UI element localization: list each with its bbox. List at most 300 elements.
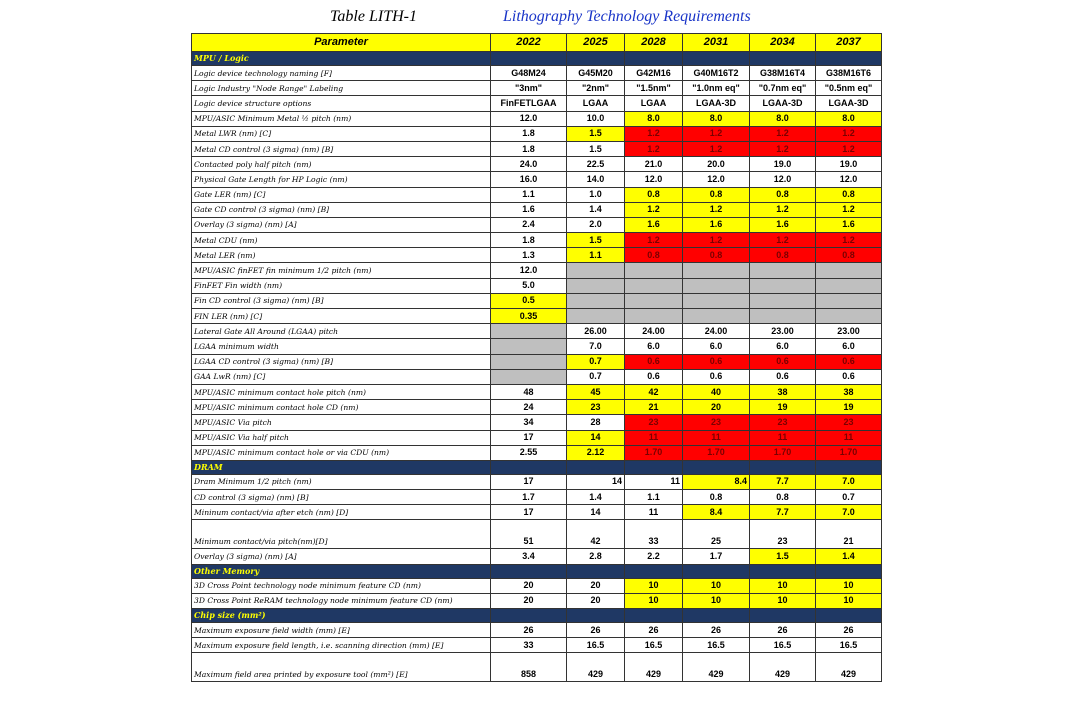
table-row bbox=[192, 578, 882, 593]
parameter-label: CD control (3 sigma) (nm) [B] bbox=[192, 490, 491, 505]
section-filler-cell bbox=[750, 609, 816, 623]
value-cell: 40 bbox=[683, 384, 750, 399]
value-cell: 1.70 bbox=[683, 445, 750, 460]
section-filler-cell bbox=[491, 609, 567, 623]
value-cell bbox=[491, 354, 567, 369]
value-cell: 23.00 bbox=[816, 324, 882, 339]
value-cell: 1.0 bbox=[567, 187, 625, 202]
parameter-label: Logic device technology naming [F] bbox=[192, 66, 491, 81]
value-cell: LGAA-3D bbox=[816, 96, 882, 111]
section-filler-cell bbox=[491, 52, 567, 66]
value-cell: 0.6 bbox=[683, 369, 750, 384]
value-cell bbox=[683, 309, 750, 324]
value-cell: "0.5nm eq" bbox=[816, 81, 882, 96]
value-cell: 0.8 bbox=[625, 248, 683, 263]
section-row bbox=[192, 609, 882, 623]
value-cell: 2.2 bbox=[625, 549, 683, 564]
value-cell: LGAA bbox=[625, 96, 683, 111]
value-cell: 23 bbox=[750, 415, 816, 430]
value-cell: 20 bbox=[683, 400, 750, 415]
value-cell bbox=[625, 278, 683, 293]
value-cell: 21 bbox=[625, 400, 683, 415]
value-cell: 1.1 bbox=[625, 490, 683, 505]
value-cell: 20 bbox=[567, 578, 625, 593]
value-cell: 1.7 bbox=[683, 549, 750, 564]
value-cell: 1.2 bbox=[816, 141, 882, 156]
value-cell: 0.8 bbox=[750, 490, 816, 505]
value-cell: G48M24 bbox=[491, 66, 567, 81]
value-cell: 19.0 bbox=[816, 157, 882, 172]
value-cell bbox=[625, 293, 683, 308]
value-cell: 1.2 bbox=[750, 141, 816, 156]
value-cell: 1.70 bbox=[816, 445, 882, 460]
value-cell: 0.6 bbox=[625, 354, 683, 369]
value-cell: 10 bbox=[625, 578, 683, 593]
header-row bbox=[192, 34, 882, 52]
value-cell: 17 bbox=[491, 474, 567, 489]
parameter-label: FIN LER (nm) [C] bbox=[192, 309, 491, 324]
value-cell bbox=[750, 278, 816, 293]
value-cell bbox=[683, 278, 750, 293]
parameter-label: MPU/ASIC minimum contact hole or via CDU (nm) bbox=[192, 445, 491, 460]
value-cell bbox=[816, 263, 882, 278]
value-cell: 22.5 bbox=[567, 157, 625, 172]
value-cell: 7.0 bbox=[816, 474, 882, 489]
table-row bbox=[192, 111, 882, 126]
value-cell: 1.1 bbox=[567, 248, 625, 263]
value-cell: 17 bbox=[491, 505, 567, 520]
value-cell: 25 bbox=[683, 520, 750, 549]
value-cell bbox=[491, 369, 567, 384]
header-year: 2037 bbox=[816, 34, 882, 52]
value-cell: 3.4 bbox=[491, 549, 567, 564]
value-cell: 2.0 bbox=[567, 217, 625, 232]
table-row bbox=[192, 278, 882, 293]
value-cell: 7.0 bbox=[567, 339, 625, 354]
value-cell: 858 bbox=[491, 653, 567, 682]
section-filler-cell bbox=[567, 52, 625, 66]
table-row bbox=[192, 490, 882, 505]
value-cell: "1.0nm eq" bbox=[683, 81, 750, 96]
table-row bbox=[192, 445, 882, 460]
value-cell: 429 bbox=[567, 653, 625, 682]
value-cell: 12.0 bbox=[683, 172, 750, 187]
table-row bbox=[192, 172, 882, 187]
value-cell: 0.8 bbox=[750, 187, 816, 202]
lithography-requirements-table bbox=[191, 33, 882, 682]
value-cell: 1.70 bbox=[750, 445, 816, 460]
parameter-label: Maximum exposure field length, i.e. scanning direction (mm) [E] bbox=[192, 638, 491, 653]
section-filler-cell bbox=[683, 609, 750, 623]
value-cell: 26 bbox=[491, 623, 567, 638]
value-cell: 7.0 bbox=[816, 505, 882, 520]
value-cell: 26.00 bbox=[567, 324, 625, 339]
section-filler-cell bbox=[683, 460, 750, 474]
value-cell: 1.2 bbox=[625, 126, 683, 141]
value-cell: 1.4 bbox=[816, 549, 882, 564]
parameter-label: Logic Industry "Node Range" Labeling bbox=[192, 81, 491, 96]
value-cell: 8.0 bbox=[625, 111, 683, 126]
value-cell: 12.0 bbox=[750, 172, 816, 187]
value-cell: 1.8 bbox=[491, 233, 567, 248]
value-cell: 1.2 bbox=[750, 233, 816, 248]
parameter-label: Metal LER (nm) bbox=[192, 248, 491, 263]
value-cell: 14 bbox=[567, 430, 625, 445]
value-cell: 10 bbox=[625, 593, 683, 608]
value-cell bbox=[750, 309, 816, 324]
value-cell: 0.8 bbox=[683, 248, 750, 263]
value-cell: 0.8 bbox=[683, 187, 750, 202]
section-filler-cell bbox=[750, 460, 816, 474]
value-cell: 14 bbox=[567, 505, 625, 520]
parameter-label: Mininum contact/via after etch (nm) [D] bbox=[192, 505, 491, 520]
section-filler-cell bbox=[567, 609, 625, 623]
table-row bbox=[192, 593, 882, 608]
value-cell: 1.6 bbox=[683, 217, 750, 232]
value-cell: 1.2 bbox=[750, 126, 816, 141]
table-row bbox=[192, 430, 882, 445]
value-cell: 0.8 bbox=[625, 187, 683, 202]
value-cell bbox=[750, 263, 816, 278]
value-cell: 8.4 bbox=[683, 474, 750, 489]
value-cell: "2nm" bbox=[567, 81, 625, 96]
value-cell: 1.2 bbox=[816, 233, 882, 248]
value-cell: 16.5 bbox=[567, 638, 625, 653]
table-row bbox=[192, 248, 882, 263]
value-cell: 0.6 bbox=[625, 369, 683, 384]
value-cell: 26 bbox=[683, 623, 750, 638]
value-cell: 1.2 bbox=[683, 202, 750, 217]
table-row bbox=[192, 638, 882, 653]
value-cell: 6.0 bbox=[750, 339, 816, 354]
table-row bbox=[192, 653, 882, 682]
table-row bbox=[192, 233, 882, 248]
value-cell: 26 bbox=[750, 623, 816, 638]
parameter-label: 3D Cross Point technology node minimum feature CD (nm) bbox=[192, 578, 491, 593]
parameter-label: MPU/ASIC Minimum Metal ½ pitch (nm) bbox=[192, 111, 491, 126]
table-row bbox=[192, 141, 882, 156]
section-filler-cell bbox=[625, 564, 683, 578]
value-cell: 17 bbox=[491, 430, 567, 445]
parameter-label: Minimum contact/via pitch(nm)[D] bbox=[192, 520, 491, 549]
value-cell: 0.35 bbox=[491, 309, 567, 324]
value-cell: 12.0 bbox=[816, 172, 882, 187]
section-row bbox=[192, 460, 882, 474]
value-cell: 23 bbox=[683, 415, 750, 430]
value-cell: G38M16T6 bbox=[816, 66, 882, 81]
value-cell: LGAA bbox=[567, 96, 625, 111]
section-filler-cell bbox=[816, 564, 882, 578]
value-cell: 16.0 bbox=[491, 172, 567, 187]
value-cell: 0.8 bbox=[816, 248, 882, 263]
value-cell: 19.0 bbox=[750, 157, 816, 172]
value-cell: 1.4 bbox=[567, 490, 625, 505]
parameter-label: Gate CD control (3 sigma) (nm) [B] bbox=[192, 202, 491, 217]
value-cell bbox=[816, 278, 882, 293]
value-cell: "3nm" bbox=[491, 81, 567, 96]
value-cell: 19 bbox=[816, 400, 882, 415]
value-cell: 1.2 bbox=[625, 233, 683, 248]
value-cell: 1.2 bbox=[683, 233, 750, 248]
value-cell: 429 bbox=[816, 653, 882, 682]
table-row bbox=[192, 217, 882, 232]
value-cell: 11 bbox=[683, 430, 750, 445]
parameter-label: GAA LwR (nm) [C] bbox=[192, 369, 491, 384]
section-filler-cell bbox=[491, 564, 567, 578]
value-cell: 24 bbox=[491, 400, 567, 415]
value-cell: 20.0 bbox=[683, 157, 750, 172]
value-cell: "0.7nm eq" bbox=[750, 81, 816, 96]
parameter-label: Metal CDU (nm) bbox=[192, 233, 491, 248]
value-cell: LGAA-3D bbox=[750, 96, 816, 111]
value-cell: 1.2 bbox=[750, 202, 816, 217]
value-cell bbox=[625, 263, 683, 278]
table-row bbox=[192, 66, 882, 81]
table-row bbox=[192, 415, 882, 430]
value-cell: 1.2 bbox=[625, 202, 683, 217]
parameter-label: Maximum exposure field width (mm) [E] bbox=[192, 623, 491, 638]
value-cell: 8.4 bbox=[683, 505, 750, 520]
table-row bbox=[192, 384, 882, 399]
parameter-label: Metal LWR (nm) [C] bbox=[192, 126, 491, 141]
value-cell: 11 bbox=[750, 430, 816, 445]
value-cell: 10 bbox=[683, 593, 750, 608]
section-filler-cell bbox=[491, 460, 567, 474]
value-cell: 7.7 bbox=[750, 474, 816, 489]
value-cell: 45 bbox=[567, 384, 625, 399]
parameter-label: Fin CD control (3 sigma) (nm) [B] bbox=[192, 293, 491, 308]
value-cell: 5.0 bbox=[491, 278, 567, 293]
value-cell: 11 bbox=[625, 505, 683, 520]
parameter-label: Metal CD control (3 sigma) (nm) [B] bbox=[192, 141, 491, 156]
value-cell: 16.5 bbox=[816, 638, 882, 653]
value-cell: 0.8 bbox=[683, 490, 750, 505]
table-row bbox=[192, 369, 882, 384]
value-cell: 51 bbox=[491, 520, 567, 549]
value-cell: 1.8 bbox=[491, 126, 567, 141]
table-row bbox=[192, 474, 882, 489]
parameter-label: MPU/ASIC finFET fin minimum 1/2 pitch (nm) bbox=[192, 263, 491, 278]
table-title-bar bbox=[0, 6, 1080, 30]
value-cell: 1.6 bbox=[816, 217, 882, 232]
value-cell: 16.5 bbox=[750, 638, 816, 653]
value-cell: 11 bbox=[816, 430, 882, 445]
parameter-label: LGAA minimum width bbox=[192, 339, 491, 354]
value-cell: 10 bbox=[750, 578, 816, 593]
value-cell: FinFETLGAA bbox=[491, 96, 567, 111]
parameter-label: Overlay (3 sigma) (nm) [A] bbox=[192, 549, 491, 564]
value-cell: 24.00 bbox=[683, 324, 750, 339]
value-cell: 429 bbox=[625, 653, 683, 682]
table-row bbox=[192, 263, 882, 278]
parameter-label: Gate LER (nm) [C] bbox=[192, 187, 491, 202]
table-row bbox=[192, 96, 882, 111]
value-cell bbox=[567, 278, 625, 293]
header-year: 2031 bbox=[683, 34, 750, 52]
value-cell: 0.6 bbox=[816, 369, 882, 384]
value-cell: 0.5 bbox=[491, 293, 567, 308]
value-cell: 42 bbox=[567, 520, 625, 549]
value-cell: 23 bbox=[567, 400, 625, 415]
value-cell bbox=[567, 263, 625, 278]
value-cell: 10 bbox=[816, 578, 882, 593]
value-cell: 23 bbox=[816, 415, 882, 430]
value-cell: 0.6 bbox=[683, 354, 750, 369]
parameter-label: MPU/ASIC minimum contact hole CD (nm) bbox=[192, 400, 491, 415]
section-row bbox=[192, 564, 882, 578]
value-cell: 1.5 bbox=[567, 126, 625, 141]
value-cell: 1.4 bbox=[567, 202, 625, 217]
section-label: Other Memory bbox=[192, 564, 491, 578]
value-cell: 0.6 bbox=[816, 354, 882, 369]
value-cell: 6.0 bbox=[625, 339, 683, 354]
value-cell: 2.12 bbox=[567, 445, 625, 460]
value-cell: 10 bbox=[816, 593, 882, 608]
value-cell: 28 bbox=[567, 415, 625, 430]
section-filler-cell bbox=[750, 52, 816, 66]
value-cell: 26 bbox=[567, 623, 625, 638]
header-year: 2034 bbox=[750, 34, 816, 52]
value-cell: 24.00 bbox=[625, 324, 683, 339]
parameter-label: Contacted poly half pitch (nm) bbox=[192, 157, 491, 172]
value-cell: 1.2 bbox=[625, 141, 683, 156]
value-cell: 1.2 bbox=[683, 141, 750, 156]
value-cell: 24.0 bbox=[491, 157, 567, 172]
section-filler-cell bbox=[816, 52, 882, 66]
value-cell: 1.5 bbox=[567, 141, 625, 156]
value-cell bbox=[491, 339, 567, 354]
value-cell: 1.1 bbox=[491, 187, 567, 202]
value-cell: 14 bbox=[567, 474, 625, 489]
value-cell: G38M16T4 bbox=[750, 66, 816, 81]
parameter-label: Dram Minimum 1/2 pitch (nm) bbox=[192, 474, 491, 489]
value-cell: 1.2 bbox=[816, 126, 882, 141]
value-cell: 12.0 bbox=[625, 172, 683, 187]
value-cell bbox=[816, 293, 882, 308]
table-row bbox=[192, 354, 882, 369]
parameter-label: Physical Gate Length for HP Logic (nm) bbox=[192, 172, 491, 187]
value-cell: 48 bbox=[491, 384, 567, 399]
value-cell: 0.7 bbox=[816, 490, 882, 505]
value-cell: 20 bbox=[567, 593, 625, 608]
value-cell: 10 bbox=[750, 593, 816, 608]
value-cell: 0.7 bbox=[567, 369, 625, 384]
value-cell: 6.0 bbox=[816, 339, 882, 354]
table-row bbox=[192, 339, 882, 354]
section-filler-cell bbox=[683, 564, 750, 578]
value-cell: 1.3 bbox=[491, 248, 567, 263]
table-body bbox=[192, 52, 882, 682]
value-cell: 42 bbox=[625, 384, 683, 399]
table-row bbox=[192, 187, 882, 202]
value-cell: 10.0 bbox=[567, 111, 625, 126]
value-cell: LGAA-3D bbox=[683, 96, 750, 111]
value-cell: 1.7 bbox=[491, 490, 567, 505]
table-name: Lithography Technology Requirements bbox=[503, 8, 751, 25]
value-cell: 19 bbox=[750, 400, 816, 415]
value-cell bbox=[567, 293, 625, 308]
value-cell bbox=[567, 309, 625, 324]
value-cell: 0.8 bbox=[816, 187, 882, 202]
table-row bbox=[192, 126, 882, 141]
table-row bbox=[192, 202, 882, 217]
section-filler-cell bbox=[567, 564, 625, 578]
parameter-label: MPU/ASIC Via pitch bbox=[192, 415, 491, 430]
value-cell: 1.6 bbox=[625, 217, 683, 232]
table-row bbox=[192, 157, 882, 172]
value-cell: 12.0 bbox=[491, 263, 567, 278]
value-cell: 26 bbox=[816, 623, 882, 638]
table-row bbox=[192, 505, 882, 520]
section-filler-cell bbox=[625, 52, 683, 66]
section-filler-cell bbox=[683, 52, 750, 66]
value-cell: 12.0 bbox=[491, 111, 567, 126]
value-cell bbox=[683, 293, 750, 308]
parameter-label: LGAA CD control (3 sigma) (nm) [B] bbox=[192, 354, 491, 369]
section-filler-cell bbox=[625, 609, 683, 623]
parameter-label: FinFET Fin width (nm) bbox=[192, 278, 491, 293]
value-cell: 429 bbox=[683, 653, 750, 682]
table-row bbox=[192, 293, 882, 308]
section-filler-cell bbox=[750, 564, 816, 578]
value-cell: 7.7 bbox=[750, 505, 816, 520]
value-cell: 21 bbox=[816, 520, 882, 549]
value-cell: 33 bbox=[625, 520, 683, 549]
section-filler-cell bbox=[625, 460, 683, 474]
value-cell: 1.2 bbox=[683, 126, 750, 141]
value-cell bbox=[750, 293, 816, 308]
section-label: MPU / Logic bbox=[192, 52, 491, 66]
header-year: 2025 bbox=[567, 34, 625, 52]
value-cell: 23 bbox=[625, 415, 683, 430]
section-row bbox=[192, 52, 882, 66]
table-row bbox=[192, 400, 882, 415]
table-row bbox=[192, 623, 882, 638]
value-cell: 2.4 bbox=[491, 217, 567, 232]
value-cell: 11 bbox=[625, 430, 683, 445]
value-cell: G45M20 bbox=[567, 66, 625, 81]
value-cell: 8.0 bbox=[683, 111, 750, 126]
parameter-label: MPU/ASIC minimum contact hole pitch (nm) bbox=[192, 384, 491, 399]
value-cell: 38 bbox=[750, 384, 816, 399]
table-row bbox=[192, 81, 882, 96]
table-row bbox=[192, 549, 882, 564]
header-year: 2028 bbox=[625, 34, 683, 52]
value-cell: 38 bbox=[816, 384, 882, 399]
value-cell: 21.0 bbox=[625, 157, 683, 172]
parameter-label: Overlay (3 sigma) (nm) [A] bbox=[192, 217, 491, 232]
value-cell: 16.5 bbox=[683, 638, 750, 653]
table-row bbox=[192, 309, 882, 324]
value-cell: 10 bbox=[683, 578, 750, 593]
value-cell: 1.6 bbox=[491, 202, 567, 217]
section-label: DRAM bbox=[192, 460, 491, 474]
value-cell: 0.8 bbox=[750, 248, 816, 263]
value-cell: 1.6 bbox=[750, 217, 816, 232]
value-cell: 14.0 bbox=[567, 172, 625, 187]
value-cell: 20 bbox=[491, 578, 567, 593]
value-cell: 8.0 bbox=[816, 111, 882, 126]
section-filler-cell bbox=[567, 460, 625, 474]
value-cell: 6.0 bbox=[683, 339, 750, 354]
parameter-label: Lateral Gate All Around (LGAA) pitch bbox=[192, 324, 491, 339]
section-filler-cell bbox=[816, 609, 882, 623]
value-cell: 26 bbox=[625, 623, 683, 638]
section-label: Chip size (mm²) bbox=[192, 609, 491, 623]
value-cell bbox=[683, 263, 750, 278]
parameter-label: 3D Cross Point ReRAM technology node minimum feature CD (nm) bbox=[192, 593, 491, 608]
value-cell: 20 bbox=[491, 593, 567, 608]
